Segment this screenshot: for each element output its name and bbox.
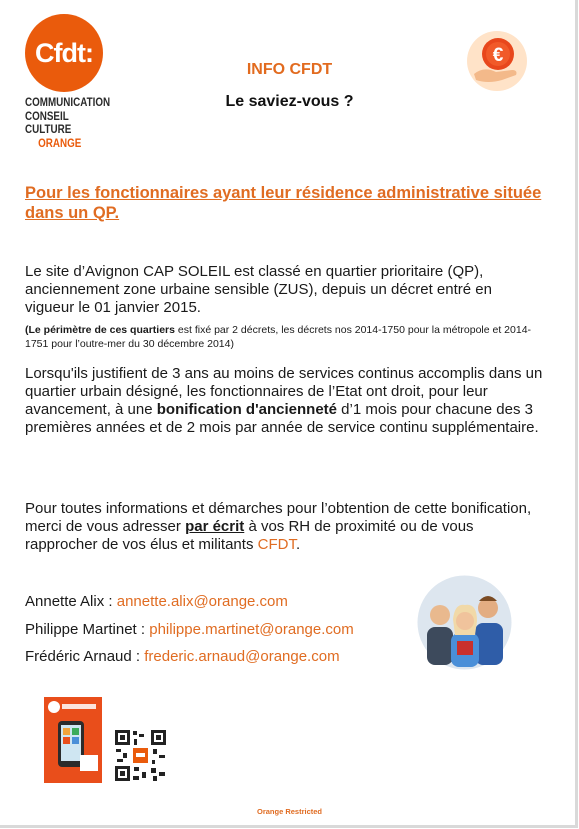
contact-row [25,593,288,610]
contact-row [25,621,354,638]
paragraph-4-end: . [295,536,301,553]
logo-line-2: CONSEIL CULTURE [25,108,72,136]
contact-name: Philippe Martinet : [25,621,150,638]
paragraph-2-rest: est fixé par 2 décrets, les décrets nos 2014-1750 pour la métropole et 2014-1751 pour l’outre-mer du 30 décembre 2014) [25,324,532,350]
paragraph-4-cfdt: CFDT [257,536,296,553]
cfdt-logo-mark: Cfdt: [35,37,93,68]
contact-name: Frédéric Arnaud : [25,648,145,665]
paragraph-2 [25,323,545,351]
euro-hand-icon [466,30,528,92]
contact-name: Annette Alix : [25,593,117,610]
contact-row [25,648,340,665]
cfdt-logo [25,14,103,92]
paragraph-3 [25,365,545,437]
paragraph-1: Le site d’Avignon CAP SOLEIL est classé en quartier prioritaire (QP), anciennement zone urbaine sensible (ZUS), depuis un décret entré en vigueur le 01 janvier 2015. [25,263,492,316]
paragraph-3-a: Lorsqu'ils justifient de 3 ans au moins de services continus accomplis dans un quartier urbain désigné, les fonctionnaires de l’Etat ont droit, pour leur avancement, à une [25,365,543,418]
footer-classification: Orange Restricted [256,807,323,816]
paragraph-4-b: à vos RH de proximité ou de vous rapprocher de vos élus et militants [25,518,474,553]
contact-email-link[interactable]: philippe.martinet@orange.com [149,621,354,638]
page-title: INFO CFDT [246,61,333,78]
contact-email-link[interactable]: annette.alix@orange.com [116,593,288,610]
flyer-thumbnail [44,697,102,783]
paragraph-4-a: Pour toutes informations et démarches pour l’obtention de cette bonification, merci de vous adresser [25,500,532,535]
paragraph-4 [25,500,545,554]
paragraph-2-bold: (Le périmètre de ces quartiers [25,324,175,336]
logo-line-1: COMMUNICATION [25,95,111,109]
logo-line-3: ORANGE [38,135,82,150]
page-subtitle: Le saviez-vous ? [225,93,354,110]
people-avatar-icon [417,575,512,670]
qr-code-icon [113,728,168,783]
contact-email-link[interactable]: frederic.arnaud@orange.com [144,648,340,665]
svg-text:€: € [492,45,504,66]
headline: Pour les fonctionnaires ayant leur résidence administrative située dans un QP. [25,184,542,222]
paragraph-3-b: d’1 mois pour chacune des 3 premières années et de 2 mois par année de service continu supplémentaire. [25,401,539,436]
paragraph-3-bold: bonification d'ancienneté [156,401,338,418]
paragraph-4-bold: par écrit [185,518,245,535]
